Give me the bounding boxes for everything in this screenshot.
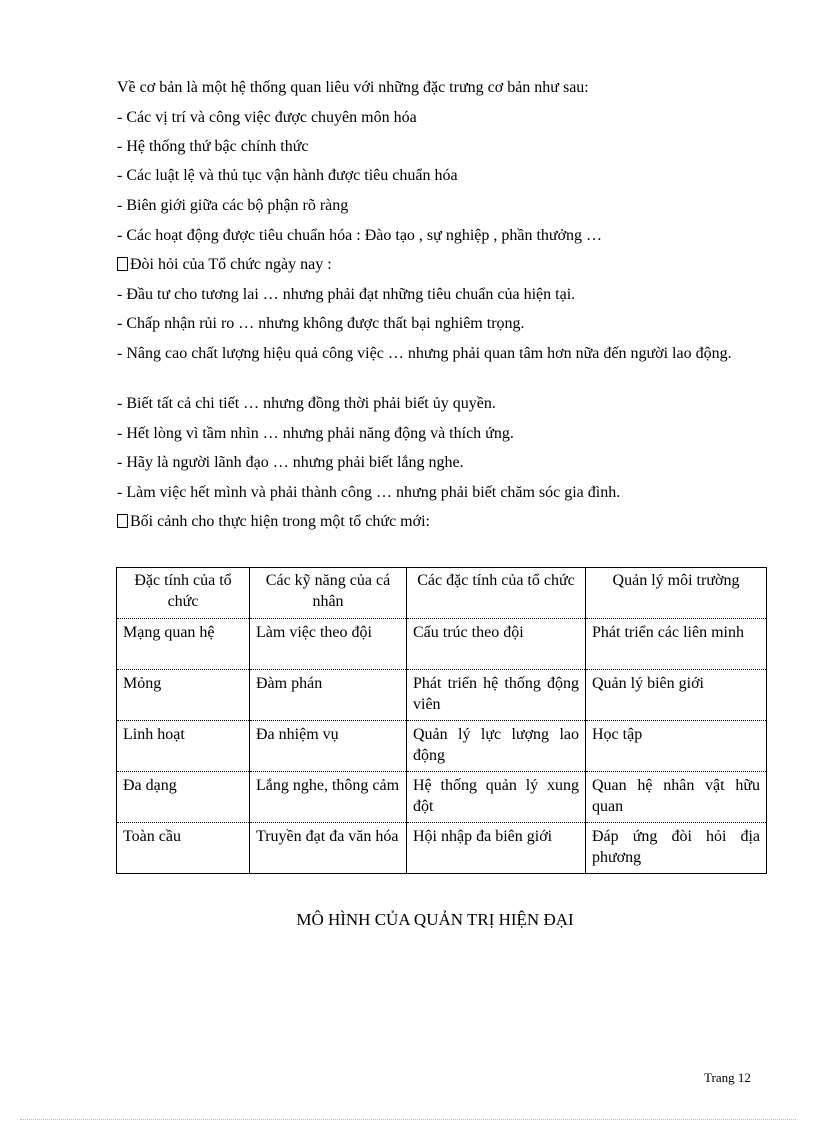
table-cell: Quan hệ nhân vật hữu quan — [586, 772, 767, 823]
section-heading — [117, 255, 759, 275]
organization-table — [116, 567, 767, 874]
list-item: - Hãy là người lãnh đạo … nhưng phải biết lắng nghe. — [117, 454, 464, 471]
page-bottom-divider — [20, 1119, 796, 1120]
table-cell: Lắng nghe, thông cảm — [250, 772, 407, 823]
list-item: - Các vị trí và công việc được chuyên môn hóa — [117, 109, 417, 126]
list-item: - Biết tất cả chi tiết … nhưng đồng thời phải biết ủy quyền. — [117, 395, 496, 412]
table-cell: Phát triển các liên minh — [586, 619, 767, 670]
table-cell: Cấu trúc theo đội — [407, 619, 586, 670]
table-header-cell: Đặc tính của tổ chức — [117, 568, 250, 619]
table-cell: Học tập — [586, 721, 767, 772]
section-heading — [117, 512, 759, 532]
list-item: - Đầu tư cho tương lai … nhưng phải đạt những tiêu chuẩn của hiện tại. — [117, 286, 576, 303]
table-header-cell: Các đặc tính của tổ chức — [407, 568, 586, 619]
table-row — [117, 619, 767, 670]
table-cell: Quản lý biên giới — [586, 670, 767, 721]
table-cell: Hệ thống quản lý xung đột — [407, 772, 586, 823]
table-header-cell: Quản lý môi trường — [586, 568, 767, 619]
list-item: - Hết lòng vì tầm nhìn … nhưng phải năng động và thích ứng. — [117, 425, 514, 442]
table-cell: Mỏng — [117, 670, 250, 721]
figure-caption: MÔ HÌNH CỦA QUẢN TRỊ HIỆN ĐẠI — [296, 910, 574, 929]
table-cell: Linh hoạt — [117, 721, 250, 772]
table-header-row — [117, 568, 767, 619]
table-cell: Đa dạng — [117, 772, 250, 823]
table-row — [117, 721, 767, 772]
table-cell: Đa nhiệm vụ — [250, 721, 407, 772]
table-cell: Đàm phán — [250, 670, 407, 721]
table-header-cell: Các kỹ năng của cá nhân — [250, 568, 407, 619]
missing-glyph-box-icon — [117, 514, 128, 528]
table-cell: Quản lý lực lượng lao động — [407, 721, 586, 772]
table-cell: Truyền đạt đa văn hóa — [250, 823, 407, 874]
table-cell: Phát triển hệ thống động viên — [407, 670, 586, 721]
list-item: - Nâng cao chất lượng hiệu quả công việc … nhưng phải quan tâm hơn nữa đến người lao động. — [117, 345, 732, 362]
list-item: - Hệ thống thứ bậc chính thức — [117, 138, 309, 155]
table-cell: Làm việc theo đội — [250, 619, 407, 670]
table-row — [117, 670, 767, 721]
list-item: - Làm việc hết mình và phải thành công … nhưng phải biết chăm sóc gia đình. — [117, 484, 621, 501]
table-cell: Mạng quan hệ — [117, 619, 250, 670]
heading-text: Đòi hỏi của Tổ chức ngày nay : — [130, 256, 332, 273]
missing-glyph-box-icon — [117, 257, 128, 271]
intro-paragraph: Về cơ bản là một hệ thống quan liêu với những đặc trưng cơ bản như sau: — [117, 79, 589, 96]
table-row — [117, 823, 767, 874]
heading-text: Bối cảnh cho thực hiện trong một tổ chức mới: — [130, 513, 430, 530]
table-cell: Hội nhập đa biên giới — [407, 823, 586, 874]
page-number: Trang 12 — [704, 1070, 751, 1085]
table-cell: Đáp ứng đòi hỏi địa phương — [586, 823, 767, 874]
list-item: - Chấp nhận rủi ro … nhưng không được thất bại nghiêm trọng. — [117, 315, 525, 332]
list-item: - Biên giới giữa các bộ phận rõ ràng — [117, 197, 349, 214]
list-item: - Các luật lệ và thủ tục vận hành được tiêu chuẩn hóa — [117, 167, 458, 184]
list-item: - Các hoạt động được tiêu chuẩn hóa : Đào tạo , sự nghiệp , phần thưởng … — [117, 227, 603, 244]
table-cell: Toàn cầu — [117, 823, 250, 874]
table-row — [117, 772, 767, 823]
